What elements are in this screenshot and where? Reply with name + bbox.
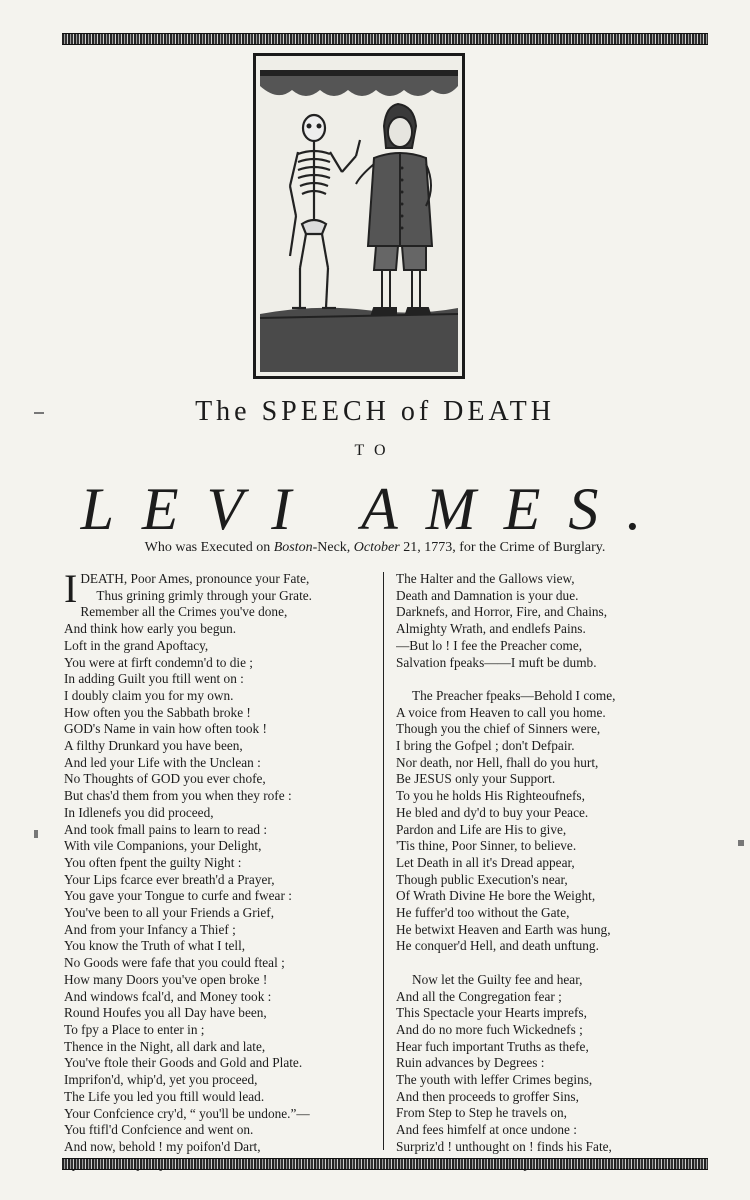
poem-line: Now let the Guilty fee and hear,: [412, 971, 583, 987]
poem-line: Imprifon'd, whip'd, yet you proceed,: [64, 1072, 258, 1088]
poem-line: Darknefs, and Horror, Fire, and Chains,: [396, 604, 608, 620]
poem-line: How often you the Sabbath broke !: [64, 704, 251, 720]
poem-line: Thence in the Night, all dark and late,: [64, 1038, 266, 1054]
top-ornamental-border: [62, 33, 708, 45]
poem-line: Almighty Wrath, and endlefs Pains.: [396, 621, 586, 637]
poem-line: Though you the chief of Sinners were,: [396, 721, 601, 737]
poem-line: Nor death, nor Hell, fhall do you hurt,: [396, 754, 599, 770]
poem-line: —But lo ! I fee the Preacher come,: [396, 637, 583, 653]
margin-mark: [34, 412, 44, 414]
poem-line: Let Death in all it's Dread appear,: [396, 854, 575, 870]
poem-stanza-3: [396, 972, 712, 1172]
poem-line: GOD's Name in vain how often took !: [64, 721, 267, 737]
poem-line: And fees himfelf at once undone :: [396, 1122, 577, 1138]
poem-line: You've ftole their Goods and Gold and Plate.: [64, 1055, 303, 1071]
title-levi-ames: LEVI AMES.: [80, 476, 670, 542]
poem-line: And took fmall pains to learn to read :: [64, 821, 268, 837]
poem-line: Remember all the Crimes you've done,: [80, 604, 288, 620]
poem-line: Your Confcience cry'd, “ you'll be undone.”—: [64, 1105, 310, 1121]
poem-line: You often fpent the guilty Night :: [64, 854, 242, 870]
poem-line: I doubly claim you for my own.: [64, 687, 234, 703]
poem-line: And now, behold ! my poifon'd Dart,: [64, 1138, 261, 1154]
poem-line: He bled and dy'd to buy your Peace.: [396, 804, 589, 820]
poem-line: I bring the Gofpel ; don't Defpair.: [396, 738, 575, 754]
poem-line: Of Wrath Divine He bore the Weight,: [396, 888, 596, 904]
poem-line: This Spectacle your Hearts imprefs,: [396, 1005, 587, 1021]
poem-line: No Goods were fafe that you could fteal ;: [64, 955, 285, 971]
poem-line: You were at firft condemn'd to die ;: [64, 654, 254, 670]
poem-line: And windows fcal'd, and Money took :: [64, 988, 272, 1004]
poem-line: Hear fuch important Truths as thefe,: [396, 1038, 589, 1054]
poem-line: Thus grining grimly through your Grate.: [96, 587, 312, 603]
column-divider: [383, 572, 384, 1150]
title-to: TO: [354, 442, 396, 459]
poem-line: Pardon and Life are His to give,: [396, 821, 567, 837]
poem-line: You ftifl'd Confcience and went on.: [64, 1122, 254, 1138]
poem-line: A voice from Heaven to call you home.: [396, 704, 606, 720]
bottom-ornamental-border: [62, 1158, 708, 1170]
poem-line: And do no more fuch Wickednefs ;: [396, 1021, 583, 1037]
woodcut-illustration: [253, 53, 465, 379]
drop-cap-letter: I: [64, 566, 78, 611]
poem-line: And all the Congregation fear ;: [396, 988, 562, 1004]
poem-line: And from your Infancy a Thief ;: [64, 921, 236, 937]
poem-line: The youth with leffer Crimes begins,: [396, 1072, 593, 1088]
poem-line: The Life you led you ftill would lead.: [64, 1088, 265, 1104]
margin-mark: [738, 840, 744, 846]
poem-line: But chas'd them from you when they rofe :: [64, 788, 292, 804]
poem-right-column: [396, 571, 712, 1172]
poem-line: To you he holds His Righteoufnefs,: [396, 788, 585, 804]
poem-line: No Thoughts of GOD you ever chofe,: [64, 771, 266, 787]
poem-line: The Halter and the Gallows view,: [396, 571, 575, 586]
poem-line: Salvation fpeaks——I muft be dumb.: [396, 654, 597, 670]
death-and-man-woodcut-image: [256, 56, 462, 376]
poem-line: He conquer'd Hell, and death unftung.: [396, 938, 599, 954]
poem-line: He fuffer'd too without the Gate,: [396, 905, 570, 921]
poem-line: DEATH, Poor Ames, pronounce your Fate,: [80, 571, 310, 586]
poem-left-lines: [64, 604, 374, 1172]
poem-line: A filthy Drunkard you have been,: [64, 738, 243, 754]
poem-line: You've been to all your Friends a Grief,: [64, 905, 275, 921]
poem-line: Surpriz'd ! unthought on ! finds his Fate,: [396, 1138, 612, 1154]
margin-mark: [34, 830, 38, 838]
poem-line: In adding Guilt you ftill went on :: [64, 671, 244, 687]
poem-line: 'Tis thine, Poor Sinner, to believe.: [396, 838, 577, 854]
poem-line: And led your Life with the Unclean :: [64, 754, 261, 770]
poem-line: How many Doors you've open broke !: [64, 971, 268, 987]
poem-line: Be JESUS only your Support.: [396, 771, 556, 787]
poem-line: Death and Damnation is your due.: [396, 587, 579, 603]
poem-line: Loft in the grand Apoftacy,: [64, 637, 209, 653]
poem-line: With vile Companions, your Delight,: [64, 838, 262, 854]
poem-stanza-2: [396, 688, 712, 955]
poem-line: And then proceeds to groffer Sins,: [396, 1088, 579, 1104]
poem-line: From Step to Step he travels on,: [396, 1105, 567, 1121]
poem-line: Your Lips fcarce ever breath'd a Prayer,: [64, 871, 275, 887]
poem-line: Though public Execution's near,: [396, 871, 568, 887]
poem-line: You gave your Tongue to curfe and fwear :: [64, 888, 292, 904]
poem-line: The Preacher fpeaks—Behold I come,: [412, 687, 616, 703]
poem-line: In Idlenefs you did proceed,: [64, 804, 214, 820]
poem-line: Round Houfes you all Day have been,: [64, 1005, 267, 1021]
poem-stanza-1: [396, 571, 712, 671]
poem-line: And think how early you begun.: [64, 621, 237, 637]
title-speech-of-death: The SPEECH of DEATH: [195, 396, 555, 427]
poem-left-column: [64, 566, 374, 1172]
poem-line: You know the Truth of what I tell,: [64, 938, 246, 954]
poem-line: To fpy a Place to enter in ;: [64, 1021, 205, 1037]
poem-line: He betwixt Heaven and Earth was hung,: [396, 921, 611, 937]
poem-line: Ruin advances by Degrees :: [396, 1055, 545, 1071]
subtitle-execution-note: Who was Executed on Boston-Neck, October 21, 1773, for the Crime of Burglary.: [144, 540, 606, 555]
